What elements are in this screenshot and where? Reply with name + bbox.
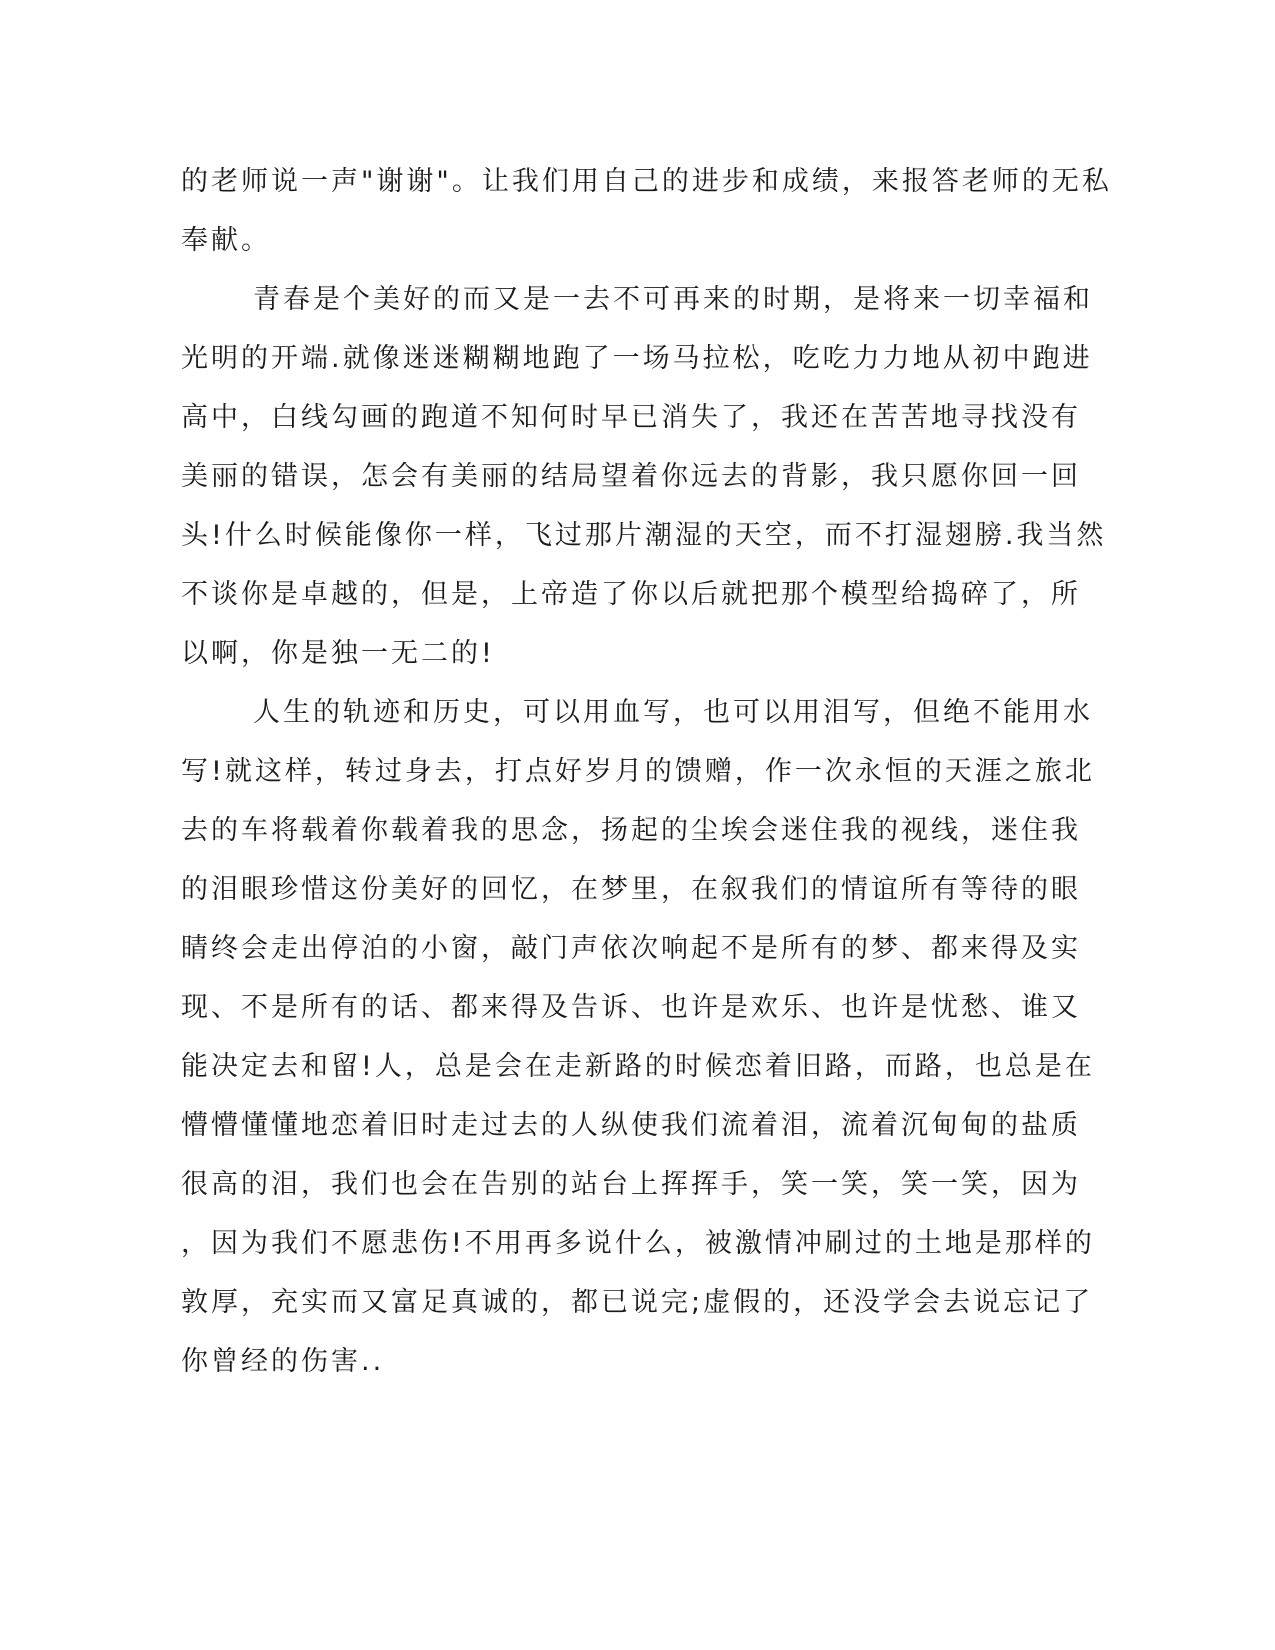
text-line: 高中，白线勾画的跑道不知何时早已消失了，我还在苦苦地寻找没有 xyxy=(181,402,1081,433)
text-line: 现、不是所有的话、都来得及告诉、也许是欢乐、也许是忧愁、谁又 xyxy=(181,992,1081,1023)
text-line: 睛终会走出停泊的小窗，敲门声依次响起不是所有的梦、都来得及实 xyxy=(181,933,1081,964)
text-line: 写!就这样，转过身去，打点好岁月的馈赠，作一次永恒的天涯之旅北 xyxy=(181,756,1095,787)
text-line: 的老师说一声"谢谢"。让我们用自己的进步和成绩，来报答老师的无私 xyxy=(181,166,1112,197)
text-line: 去的车将载着你载着我的思念，扬起的尘埃会迷住我的视线，迷住我 xyxy=(181,815,1081,846)
paragraph-start-line: 人生的轨迹和历史，可以用血写，也可以用泪写，但绝不能用水 xyxy=(253,697,1093,728)
text-line: 美丽的错误，怎会有美丽的结局望着你远去的背影，我只愿你回一回 xyxy=(181,461,1081,492)
text-line: ，因为我们不愿悲伤!不用再多说什么，被激情冲刷过的土地是那样的 xyxy=(181,1228,1095,1259)
text-line: 的泪眼珍惜这份美好的回忆，在梦里，在叙我们的情谊所有等待的眼 xyxy=(181,874,1081,905)
text-line: 奉献。 xyxy=(181,225,271,256)
text-line: 光明的开端.就像迷迷糊糊地跑了一场马拉松，吃吃力力地从初中跑进 xyxy=(181,343,1093,374)
document-body xyxy=(181,152,1112,1391)
text-line: 不谈你是卓越的，但是，上帝造了你以后就把那个模型给捣碎了，所 xyxy=(181,579,1081,610)
text-line: 你曾经的伤害.. xyxy=(181,1346,385,1377)
text-line: 以啊，你是独一无二的! xyxy=(181,638,495,669)
text-line: 懵懵懂懂地恋着旧时走过去的人纵使我们流着泪，流着沉甸甸的盐质 xyxy=(181,1110,1081,1141)
text-line: 很高的泪，我们也会在告别的站台上挥挥手，笑一笑，笑一笑，因为 xyxy=(181,1169,1081,1200)
text-line: 能决定去和留!人，总是会在走新路的时候恋着旧路，而路，也总是在 xyxy=(181,1051,1095,1082)
paragraph-start-line: 青春是个美好的而又是一去不可再来的时期，是将来一切幸福和 xyxy=(253,284,1093,315)
text-line: 敦厚，充实而又富足真诚的，都已说完;虚假的，还没学会去说忘记了 xyxy=(181,1287,1094,1318)
text-line: 头!什么时候能像你一样，飞过那片潮湿的天空，而不打湿翅膀.我当然 xyxy=(181,520,1107,551)
